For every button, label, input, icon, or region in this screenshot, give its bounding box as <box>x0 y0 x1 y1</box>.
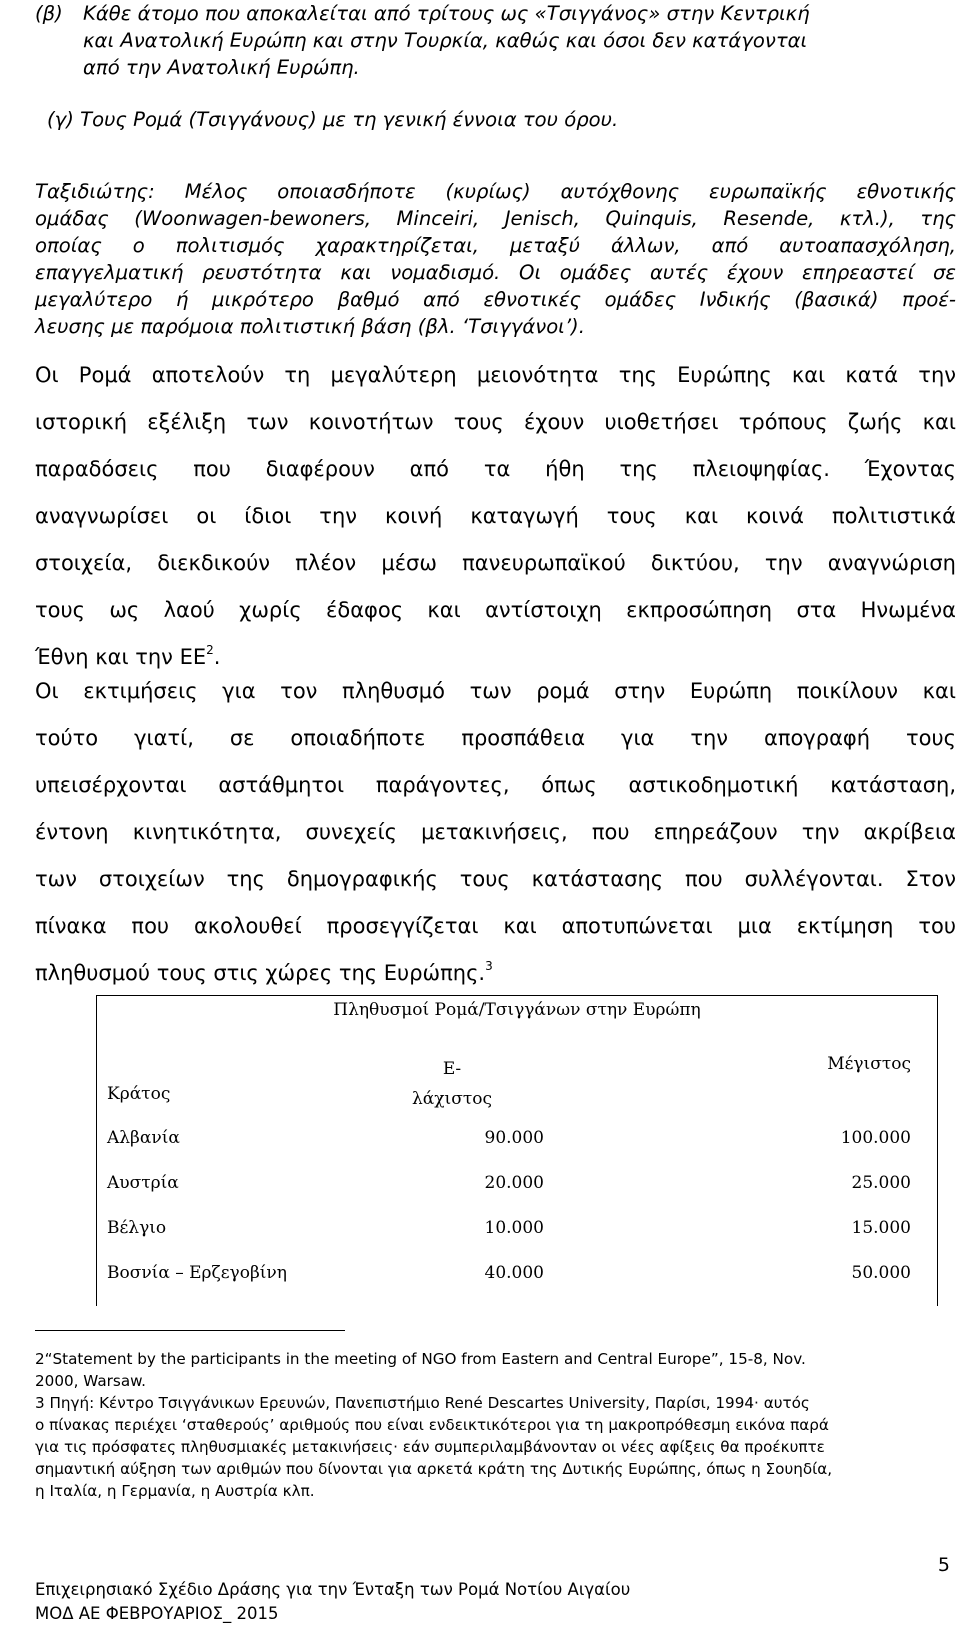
text-line: επαγγελματική ρευστότητα και νομαδισμό. Οι ομάδες αυτές έχουν επηρεαστεί σε <box>35 261 956 284</box>
population-table <box>96 995 938 1306</box>
text-line: οποίας ο πολιτισμός χαρακτηρίζεται, μεταξύ άλλων, από αυτοαπασχόληση, <box>35 234 956 257</box>
footer-date: ΜΟΔ ΑΕ ΦΕΒΡΟΥΑΡΙΟΣ_ 2015 <box>35 1604 279 1623</box>
text-line: ομάδας (Woonwagen-bewoners, Minceiri, Jenisch, Quinquis, Resende, κτλ.), της <box>35 207 956 230</box>
item-label: (β) <box>35 2 63 25</box>
paragraph-gamma: (γ) Τους Ρομά (Τσιγγάνους) με τη γενική έννοια του όρου. <box>47 108 619 131</box>
paragraph-beta-line1: (β) Κάθε άτομο που αποκαλείται από τρίτους ως «Τσιγγάνος» στην Κεντρική <box>35 2 810 25</box>
page-footer <box>35 1578 630 1626</box>
paragraph-beta-line3: από την Ανατολική Ευρώπη. <box>83 56 360 79</box>
paragraph-population-estimates <box>35 668 956 997</box>
cell-state: Βοσνία – Ερζεγοβίνη <box>107 1263 287 1283</box>
table-row <box>97 1218 937 1248</box>
cell-state: Βέλγιο <box>107 1218 167 1238</box>
paragraph-roma-minority <box>35 352 956 681</box>
text-line: έντονη κινητικότητα, συνεχείς μετακινήσεις, που επηρεάζουν την ακρίβεια <box>35 820 956 844</box>
text-line: αναγνωρίσει οι ίδιοι την κοινή καταγωγή τους και κοινά πολιτιστικά <box>35 504 956 528</box>
cell-state: Αυστρία <box>107 1173 179 1193</box>
cell-max: 50.000 <box>851 1263 911 1283</box>
table-row <box>97 1173 937 1203</box>
footer-title: Επιχειρησιακό Σχέδιο Δράσης για την Ένταξη των Ρομά Νοτίου Αιγαίου <box>35 1580 631 1599</box>
page-number: 5 <box>937 1554 950 1576</box>
header-maximum: Μέγιστος <box>827 1054 911 1074</box>
footnote-2: 2“Statement by the participants in the meeting of NGO from Eastern and Central Europe”, 15-8, Nov. 2000, Warsaw. <box>35 1350 806 1390</box>
footnote-3: 3 Πηγή: Κέντρο Τσιγγάνικων Ερευνών, Πανεπιστήμιο René Descartes University, Παρίσι, 1994· αυτός ο πίνακας περιέχει ‘σταθερούς’ αριθμούς που είναι ενδεικτικότεροι για τη μακροπρόθεσμη εικόνα παρά για τις πρόσφατες πληθυσμιακές μετακινήσεις· εάν συμπεριλαμβάνονταν οι νέες αφίξεις θα προέκυπτε σημαντική αύξηση των αριθμών που δίνονται για αρκετά κράτη της Δυτικής Ευρώπης, όπως η Σουηδία, η Ιταλία, η Γερμανία, η Αυστρία κλπ. <box>35 1394 833 1500</box>
cell-min: 40.000 <box>484 1263 544 1283</box>
cell-max: 100.000 <box>840 1128 911 1148</box>
cell-max: 15.000 <box>851 1218 911 1238</box>
text-line: τους ως λαού χωρίς έδαφος και αντίστοιχη εκπροσώπηση στα Ηνωμένα <box>35 598 956 622</box>
text-line: μεγαλύτερο ή μικρότερο βαθμό από εθνοτικές ομάδες Ινδικής (βασικά) προέ- <box>35 288 956 311</box>
header-minimum: Ε- λάχιστος <box>412 1059 492 1109</box>
paragraph-beta-line2: και Ανατολική Ευρώπη και στην Τουρκία, καθώς και όσοι δεν κατάγονται <box>83 29 808 52</box>
footnote-divider <box>35 1330 345 1331</box>
footnote-ref-3[interactable]: 3 <box>485 959 493 973</box>
table-row <box>97 1263 937 1293</box>
text-line: Οι εκτιμήσεις για τον πληθυσμό των ρομά στην Ευρώπη ποικίλουν και <box>35 679 956 703</box>
cell-min: 10.000 <box>484 1218 544 1238</box>
text-line: πληθυσμού τους στις χώρες της Ευρώπης.$^3$ <box>35 959 493 985</box>
cell-min: 90.000 <box>484 1128 544 1148</box>
text-line: Οι Ρομά αποτελούν τη μεγαλύτερη μειονότητα της Ευρώπης και κατά την <box>35 363 956 387</box>
text-line: πίνακα που ακολουθεί προσεγγίζεται και αποτυπώνεται μια εκτίμηση του <box>35 914 956 938</box>
paragraph-beta <box>35 0 956 81</box>
text-line: τούτο γιατί, σε οποιαδήποτε προσπάθεια για την απογραφή τους <box>35 726 956 750</box>
cell-max: 25.000 <box>851 1173 911 1193</box>
text-line: Έθνη και την $EE^2$. <box>35 643 221 669</box>
text-line: των στοιχείων της δημογραφικής τους κατάστασης που συλλέγονται. Στον <box>35 867 956 891</box>
text-line: υπεισέρχονται αστάθμητοι παράγοντες, όπως αστικοδημοτική κατάσταση, <box>35 773 956 797</box>
text-line: παραδόσεις που διαφέρουν από τα ήθη της πλειοψηφίας. Έχοντας <box>35 457 956 481</box>
text-line: στοιχεία, διεκδικούν πλέον μέσω πανευρωπαϊκού δικτύου, την αναγνώριση <box>35 551 956 575</box>
table-row <box>97 1128 937 1158</box>
text-line: λευσης με παρόμοια πολιτιστική βάση (βλ. ‘Τσιγγάνοι’). <box>35 315 585 338</box>
footnote-ref-2[interactable]: 2 <box>206 643 214 657</box>
text-line: ιστορική εξέλιξη των κοινοτήτων τους έχουν υιοθετήσει τρόπους ζωής και <box>35 410 956 434</box>
paragraph-traveller-definition <box>35 178 956 340</box>
header-state: Κράτος <box>107 1084 171 1104</box>
cell-min: 20.000 <box>484 1173 544 1193</box>
text-line: Ταξιδιώτης: Μέλος οποιασδήποτε (κυρίως) αυτόχθονης ευρωπαϊκής εθνοτικής <box>35 180 956 203</box>
cell-state: Αλβανία <box>107 1128 180 1148</box>
table-title: Πληθυσμοί Ρομά/Τσιγγάνων στην Ευρώπη <box>333 1000 701 1020</box>
